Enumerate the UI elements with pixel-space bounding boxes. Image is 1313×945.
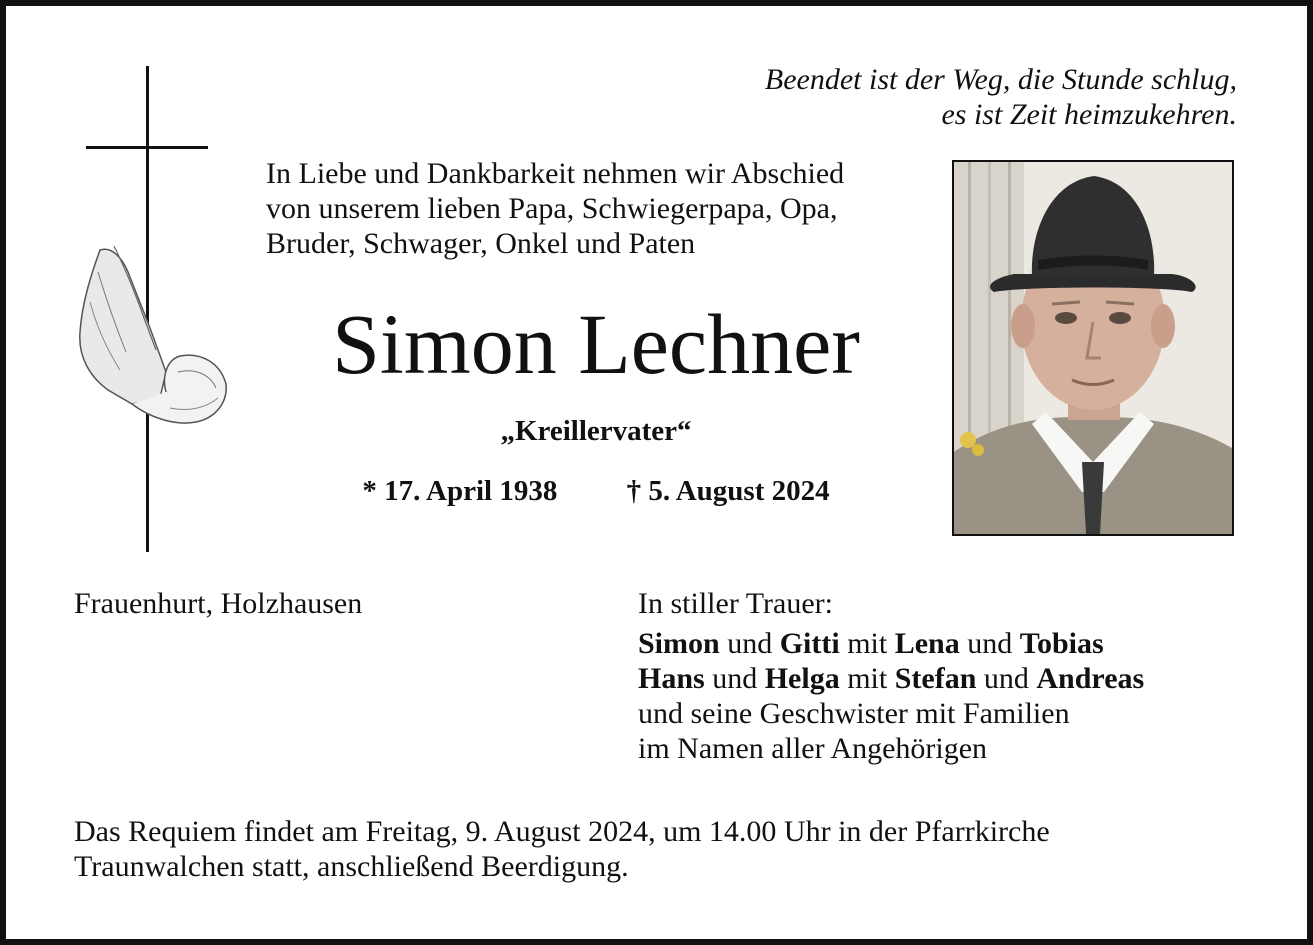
mourner-name: Gitti — [779, 627, 840, 660]
connector: und — [712, 662, 758, 695]
mourner-name: Andreas — [1036, 662, 1145, 695]
birth-date: * 17. April 1938 — [362, 475, 558, 507]
motto-line-2: es ist Zeit heimzukehren. — [941, 98, 1237, 131]
mourner-name: Hans — [638, 662, 705, 695]
motto — [765, 62, 1237, 132]
intro-line-2: von unserem lieben Papa, Schwiegerpapa, Opa, — [266, 192, 838, 225]
cross-bar — [86, 146, 208, 149]
death-date: † 5. August 2024 — [626, 475, 830, 507]
motto-line-1: Beendet ist der Weg, die Stunde schlug, — [764, 63, 1237, 96]
mourners-list — [638, 626, 1144, 766]
connector: und — [967, 627, 1013, 660]
connector: und — [983, 662, 1029, 695]
intro-line-1: In Liebe und Dankbarkeit nehmen wir Abschied — [266, 157, 845, 190]
mourners-row-2 — [638, 661, 1144, 696]
mourner-name: Helga — [764, 662, 840, 695]
mourner-name: Lena — [894, 627, 960, 660]
mourner-name: Simon — [638, 627, 720, 660]
service-line-1: Das Requiem findet am Freitag, 9. August 2024, um 14.00 Uhr in der Pfarrkirche — [74, 815, 1050, 848]
mourners-line-3: und seine Geschwister mit Familien — [638, 697, 1070, 730]
mourner-name: Tobias — [1019, 627, 1104, 660]
service-announcement — [74, 814, 1050, 884]
life-dates — [246, 474, 946, 508]
service-line-2: Traunwalchen statt, anschließend Beerdigung. — [74, 850, 629, 883]
connector: mit — [847, 627, 888, 660]
mourners-line-4: im Namen aller Angehörigen — [638, 732, 988, 765]
portrait-photo — [952, 160, 1234, 536]
mourning-heading: In stiller Trauer: — [638, 587, 833, 620]
intro-line-3: Bruder, Schwager, Onkel und Paten — [266, 227, 696, 260]
mourner-name: Stefan — [894, 662, 977, 695]
deceased-name: Simon Lechner — [332, 296, 860, 392]
place-of-residence: Frauenhurt, Holzhausen — [74, 587, 363, 620]
mourners-row-1 — [638, 626, 1144, 661]
intro-text — [266, 156, 844, 261]
deceased-nickname: „Kreillervater“ — [500, 415, 692, 447]
connector: und — [727, 627, 773, 660]
connector: mit — [847, 662, 888, 695]
praying-hands-icon — [70, 232, 230, 432]
